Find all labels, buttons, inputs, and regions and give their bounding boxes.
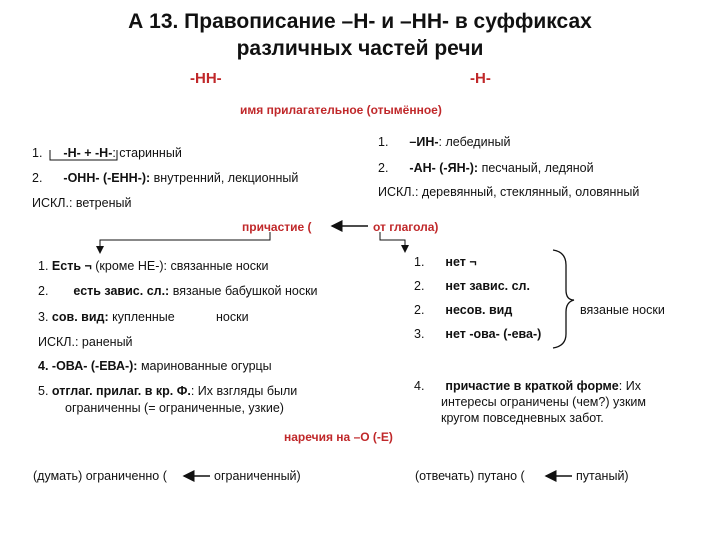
rule-rest: маринованные огурцы — [137, 359, 272, 373]
rule-key: Есть ¬ — [51, 259, 92, 273]
adj-nn-exception: ИСКЛ.: ветреный — [32, 196, 132, 210]
rule-example: внутренний, лекционный — [150, 171, 299, 185]
part-nn-exception: ИСКЛ.: раненый — [38, 335, 133, 349]
column-header-nn: -НН- — [190, 70, 222, 87]
rule-example: : лебединый — [438, 135, 511, 149]
rule-rest: : Их взгляды были — [190, 384, 298, 398]
adverb-nn-left: (думать) ограниченно ( — [33, 469, 167, 483]
adverb-nn-right: ограниченный) — [214, 469, 301, 483]
suffix-bracket — [50, 150, 117, 160]
rule-suffix: -Н- + -Н- — [63, 146, 113, 160]
rule-number: 2. — [32, 171, 43, 185]
rule-rest: купленные — [108, 310, 175, 324]
participle-heading-right: от глагола) — [373, 220, 439, 234]
column-header-n: -Н- — [470, 70, 491, 87]
rule-suffix: –ИН- — [409, 135, 439, 149]
rule-number: 2. — [378, 161, 389, 175]
rule-text: нет -ова- (-ева-) — [445, 327, 542, 341]
participle-left-arrow — [100, 232, 270, 253]
page-title-line2: различных частей речи — [236, 37, 484, 60]
adverb-n-right: путаный) — [576, 469, 629, 483]
participle-heading-left: причастие ( — [242, 220, 312, 234]
rule-number: 2. — [414, 303, 425, 317]
rule-number: 5. — [38, 384, 49, 398]
rule-rest: : Их — [618, 379, 641, 393]
rule-key: -ОВА- (-ЕВА-): — [51, 359, 138, 373]
rule-key: причастие в краткой форме — [445, 379, 619, 393]
part-nn-rule-3-tail: носки — [216, 310, 249, 324]
part-n-example: вязаные носки — [580, 303, 665, 317]
rule-number: 4. — [38, 359, 49, 373]
rule-number: 3. — [414, 327, 425, 341]
rule-suffix: -ОНН- (-ЕНН-): — [63, 171, 151, 185]
page-title-line1: А 13. Правописание –Н- и –НН- в суффиксах — [128, 10, 592, 33]
rule-number: 3. — [38, 310, 49, 324]
rule-rest: вязаные бабушкой носки — [169, 284, 318, 298]
right-brace — [553, 250, 574, 348]
rule-key: есть завис. сл.: — [73, 284, 170, 298]
part-n-rule-4-line2: интересы ограничены (чем?) узким — [441, 395, 646, 409]
rule-number: 1. — [32, 146, 43, 160]
adverb-n-left: (отвечать) путано ( — [415, 469, 525, 483]
rule-number: 1. — [378, 135, 389, 149]
rule-text: несов. вид — [445, 303, 513, 317]
rule-number: 1. — [38, 259, 49, 273]
rule-suffix: -АН- (-ЯН-): — [409, 161, 479, 175]
rule-number: 4. — [414, 379, 425, 393]
rule-example: : старинный — [112, 146, 182, 160]
rule-rest: (кроме НЕ-): связанные носки — [91, 259, 269, 273]
rule-text: нет ¬ — [445, 255, 477, 269]
part-nn-rule-5-line2: ограниченны (= ограниченные, узкие) — [65, 401, 284, 415]
adverb-heading: наречия на –О (-Е) — [284, 430, 393, 444]
rule-number: 2. — [414, 279, 425, 293]
rule-key: сов. вид: — [51, 310, 109, 324]
rule-example: песчаный, ледяной — [478, 161, 594, 175]
rule-number: 1. — [414, 255, 425, 269]
adjective-heading: имя прилагательное (отымённое) — [240, 103, 442, 117]
rule-key: отглаг. прилаг. в кр. Ф. — [51, 384, 191, 398]
part-n-rule-4-line3: кругом повседневных забот. — [441, 411, 604, 425]
rule-text: нет завис. сл. — [445, 279, 530, 293]
adj-n-exception: ИСКЛ.: деревянный, стеклянный, оловянный — [378, 185, 640, 199]
rule-number: 2. — [38, 284, 49, 298]
participle-right-arrow — [380, 232, 405, 252]
